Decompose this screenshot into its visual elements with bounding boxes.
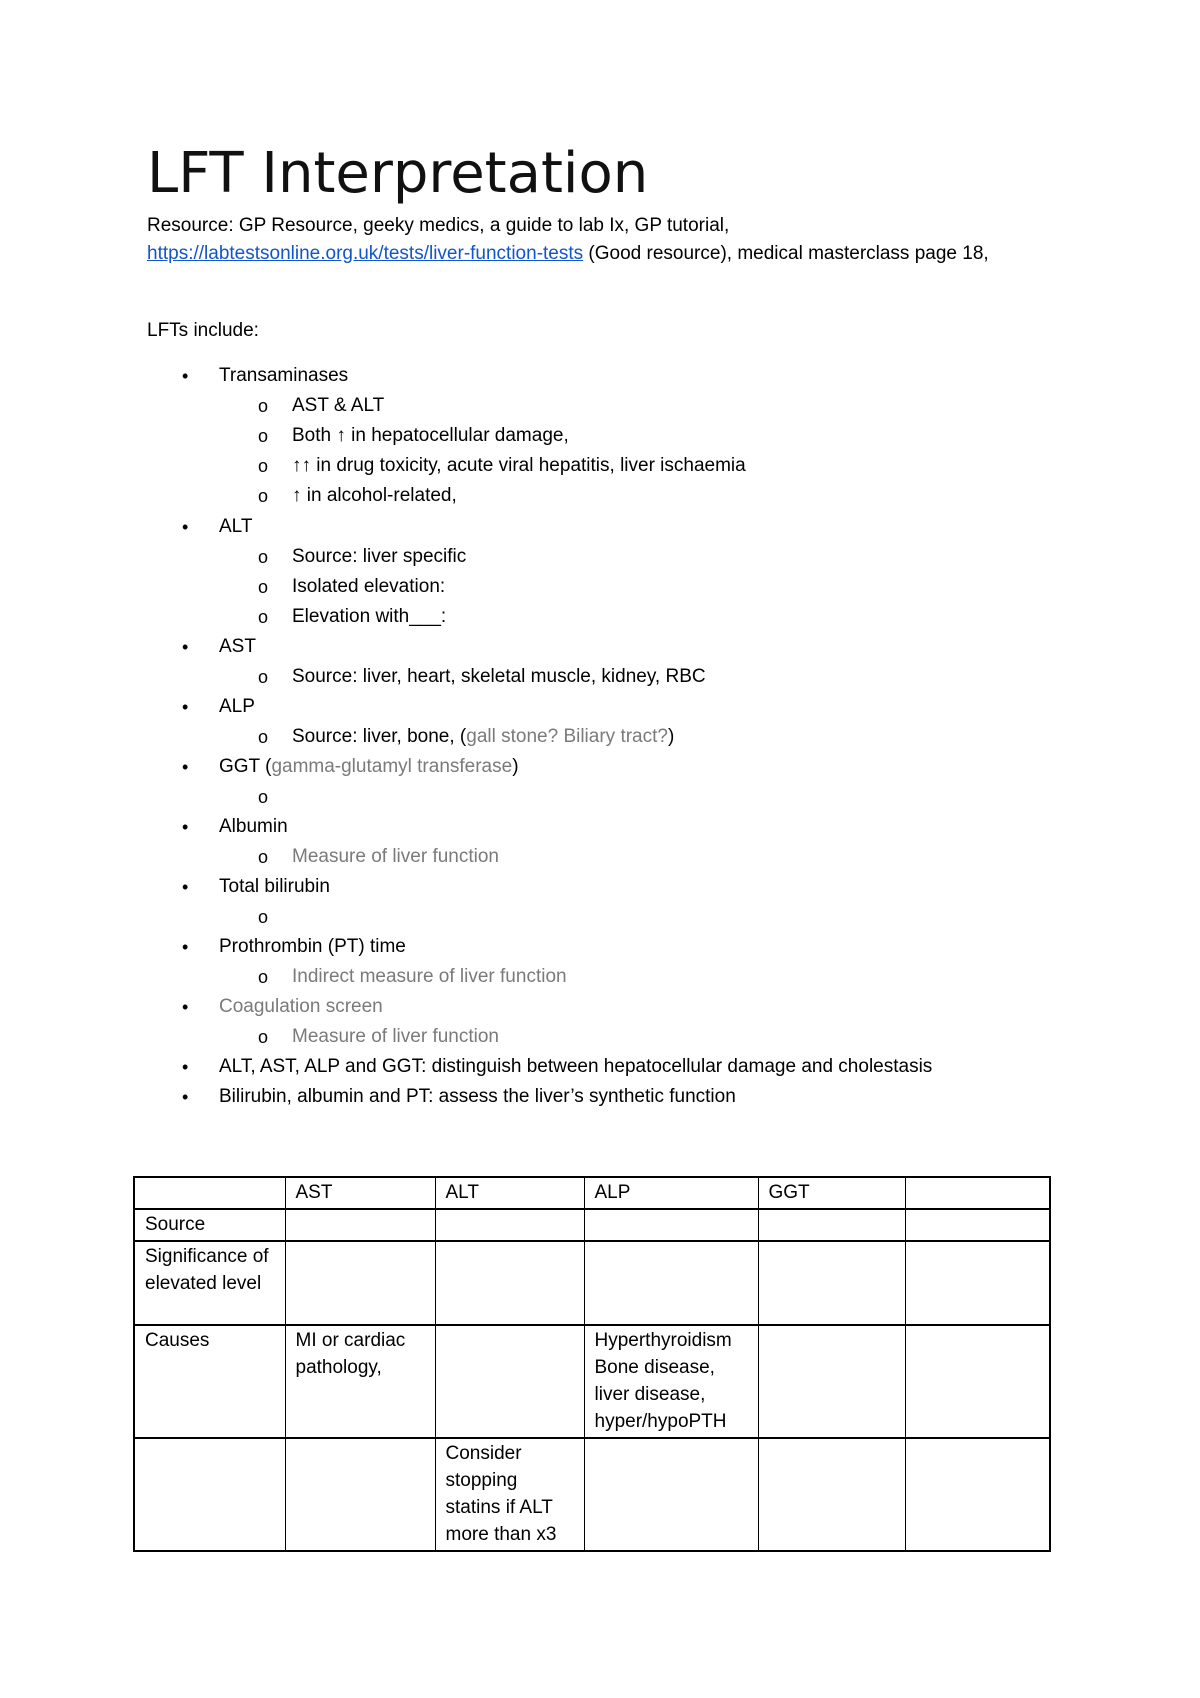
resource-prefix: Resource: GP Resource, geeky medics, a guide to lab Ix, GP tutorial, — [147, 215, 730, 236]
list-item-label: Coagulation screen — [219, 996, 383, 1017]
bullet-icon: • — [182, 1087, 189, 1107]
list-item-label — [219, 753, 519, 781]
sub-list-item-label — [292, 723, 674, 751]
sub-list-item-label: Elevation with___: — [292, 606, 447, 627]
table-cell: Causes — [134, 1325, 285, 1438]
sub-list-item-label: Source: liver specific — [292, 546, 467, 567]
table-cell — [435, 1325, 584, 1438]
bullet-icon: • — [182, 817, 189, 837]
table-header-row — [134, 1177, 1050, 1209]
sub-list-item-label: Indirect measure of liver function — [292, 966, 567, 987]
resource-suffix: (Good resource), medical masterclass page 18, — [583, 243, 989, 264]
table-cell — [584, 1241, 758, 1325]
lfts-include-label: LFTs include: — [147, 320, 259, 341]
list-item-label: AST — [219, 636, 256, 657]
sub-bullet-icon: o — [258, 486, 269, 506]
sub-list-item-label: Measure of liver function — [292, 846, 499, 867]
table-cell — [758, 1241, 905, 1325]
bullet-icon: • — [182, 697, 189, 717]
table-header-cell: ALP — [584, 1177, 758, 1209]
sub-list-item-label: Measure of liver function — [292, 1026, 499, 1047]
table-row — [134, 1325, 1050, 1438]
sub-list-item-label: ↑ in alcohol-related, — [292, 485, 457, 506]
table-cell: Significance of elevated level — [134, 1241, 285, 1325]
lft-table — [133, 1176, 1051, 1552]
sub-bullet-icon: o — [258, 667, 269, 687]
bullet-icon: • — [182, 517, 189, 537]
table-cell: Source — [134, 1209, 285, 1241]
resource-link[interactable]: https://labtestsonline.org.uk/tests/liver-function-tests — [147, 243, 584, 264]
sub-bullet-icon: o — [258, 547, 269, 567]
table-cell — [905, 1325, 1050, 1438]
sub-bullet-icon: o — [258, 607, 269, 627]
table-header-cell: AST — [285, 1177, 435, 1209]
table-cell — [584, 1438, 758, 1551]
page-title: LFT Interpretation — [147, 141, 649, 206]
table-cell — [758, 1325, 905, 1438]
sub-bullet-icon: o — [258, 426, 269, 446]
list-item-label: ALT — [219, 516, 253, 537]
sub-bullet-icon: o — [258, 967, 269, 987]
table-cell: MI or cardiac pathology, — [285, 1325, 435, 1438]
table-cell: Hyperthyroidism Bone disease, liver disease, hyper/hypoPTH — [584, 1325, 758, 1438]
table-cell — [435, 1241, 584, 1325]
table-cell — [584, 1209, 758, 1241]
alp-source-close: ) — [667, 726, 675, 747]
sub-bullet-icon: o — [258, 396, 269, 416]
sub-list-item-label: AST & ALT — [292, 395, 385, 416]
alp-source-grey-text: gall stone? Biliary tract? — [466, 726, 668, 747]
bullet-icon: • — [182, 637, 189, 657]
alp-source-text: Source: liver, bone, ( — [292, 726, 467, 747]
table-header-cell — [134, 1177, 285, 1209]
sub-list-item-label: ↑↑ in drug toxicity, acute viral hepatitis, liver ischaemia — [292, 455, 746, 476]
table-header-cell: GGT — [758, 1177, 905, 1209]
table-cell — [285, 1209, 435, 1241]
table-header-cell — [905, 1177, 1050, 1209]
bullet-icon: • — [182, 877, 189, 897]
bullet-icon: • — [182, 757, 189, 777]
list-item-label: Prothrombin (PT) time — [219, 936, 406, 957]
table-cell: Consider stopping statins if ALT more than x3 — [435, 1438, 584, 1551]
sub-bullet-icon: o — [258, 907, 269, 927]
bullet-icon: • — [182, 1057, 189, 1077]
resource-line — [147, 212, 1047, 268]
list-item-label: Total bilirubin — [219, 876, 330, 897]
list-item-label: Albumin — [219, 816, 288, 837]
table-cell — [758, 1438, 905, 1551]
table-header-cell: ALT — [435, 1177, 584, 1209]
table-cell — [905, 1241, 1050, 1325]
table-cell — [758, 1209, 905, 1241]
table-cell — [285, 1241, 435, 1325]
sub-bullet-icon: o — [258, 1027, 269, 1047]
sub-bullet-icon: o — [258, 787, 269, 807]
bullet-icon: • — [182, 997, 189, 1017]
sub-bullet-icon: o — [258, 456, 269, 476]
table-row — [134, 1241, 1050, 1325]
table-row — [134, 1209, 1050, 1241]
bullet-icon: • — [182, 937, 189, 957]
ggt-close: ) — [512, 756, 519, 777]
sub-bullet-icon: o — [258, 577, 269, 597]
list-item-label: ALT, AST, ALP and GGT: distinguish between hepatocellular damage and cholestasis — [219, 1056, 933, 1077]
sub-list-item-label: Both ↑ in hepatocellular damage, — [292, 425, 569, 446]
list-item-label: Transaminases — [219, 365, 349, 386]
bullet-icon: • — [182, 366, 189, 386]
table-row — [134, 1438, 1050, 1551]
table-cell — [905, 1438, 1050, 1551]
list-item-label: Bilirubin, albumin and PT: assess the liver’s synthetic function — [219, 1086, 736, 1107]
sub-list-item-label: Isolated elevation: — [292, 576, 446, 597]
ggt-full-name: gamma-glutamyl transferase — [271, 756, 513, 777]
table-cell — [905, 1209, 1050, 1241]
table-cell — [134, 1438, 285, 1551]
sub-list-item-label: Source: liver, heart, skeletal muscle, kidney, RBC — [292, 666, 706, 687]
table-cell — [285, 1438, 435, 1551]
sub-bullet-icon: o — [258, 727, 269, 747]
sub-bullet-icon: o — [258, 847, 269, 867]
ggt-label: GGT ( — [219, 756, 272, 777]
list-item-label: ALP — [219, 696, 255, 717]
table-cell — [435, 1209, 584, 1241]
